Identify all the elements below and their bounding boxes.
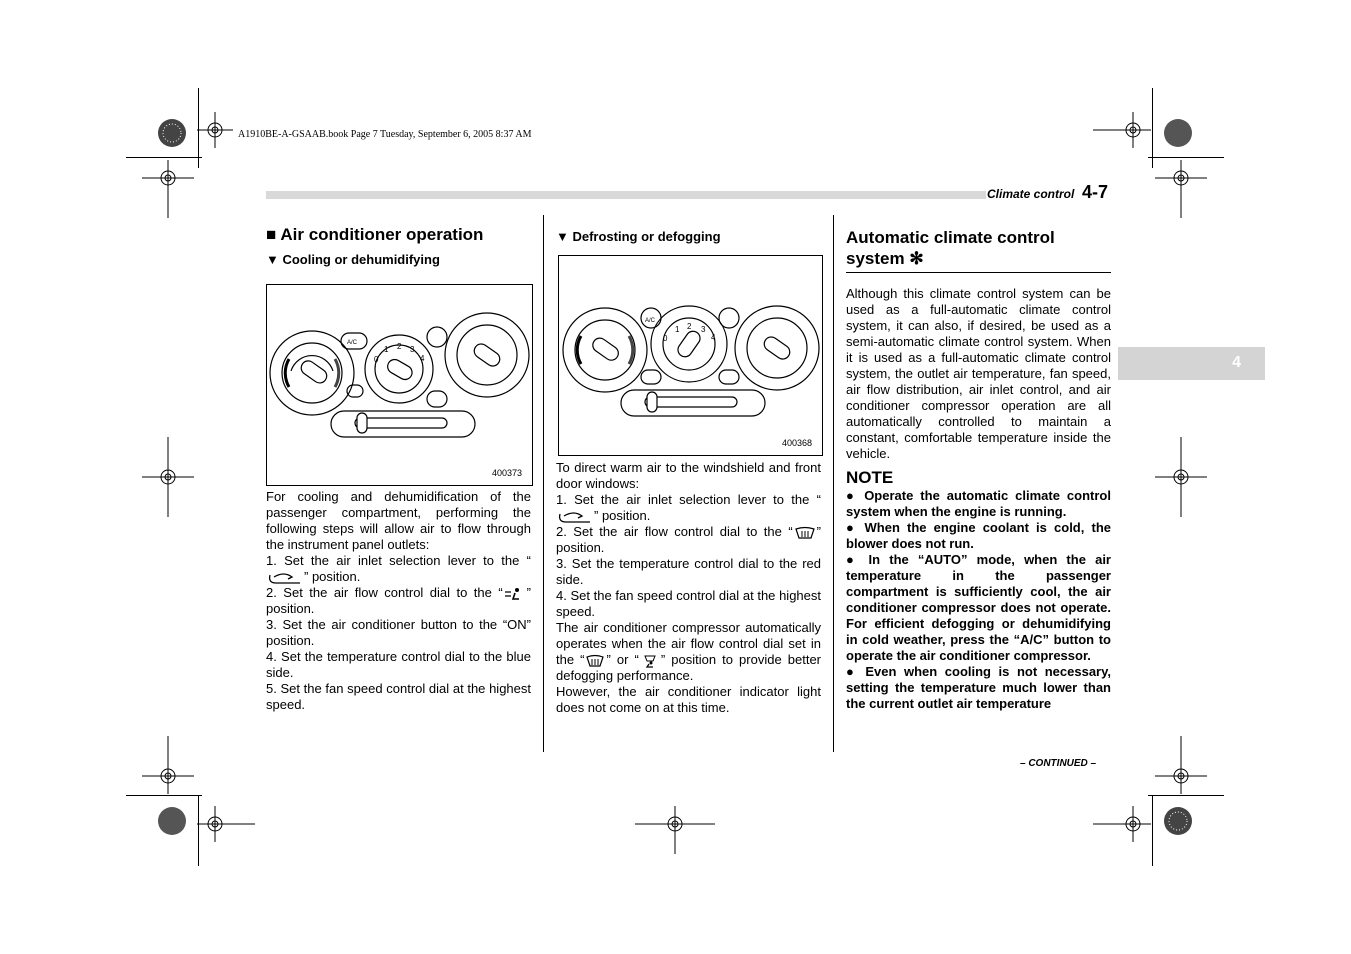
para-text: ” position to provide better defogging performance. — [556, 652, 822, 683]
middle-column — [556, 229, 821, 245]
step-text: 1. Set the air inlet selection lever to the “ — [556, 492, 821, 507]
header-bar — [266, 191, 986, 199]
fan-label-3: 3 — [410, 345, 415, 354]
step-1 — [556, 492, 821, 524]
compressor-note — [556, 620, 821, 684]
step-1 — [266, 553, 531, 585]
fan-label-4: 4 — [711, 333, 716, 342]
file-info: A1910BE-A-GSAAB.book Page 7 Tuesday, September 6, 2005 8:37 AM — [238, 129, 532, 140]
note-heading: NOTE — [846, 468, 894, 487]
step-text: ” position. — [304, 569, 361, 584]
vent-mode-icon — [503, 587, 527, 601]
subheading: ▼ Defrosting or defogging — [556, 229, 721, 244]
step-3: 3. Set the temperature control dial to the red side. — [556, 556, 821, 587]
page-number: 4-7 — [1082, 182, 1109, 202]
section-heading — [266, 227, 531, 243]
column-divider — [833, 215, 834, 752]
continued-label: – CONTINUED – — [1020, 758, 1097, 769]
left-body — [266, 489, 531, 713]
intro-text: To direct warm air to the windshield and front door windows: — [556, 460, 821, 491]
body-text: Although this climate control system can be used as a full-automatic climate control system, it can also, if desired, be used as a semi-automatic climate control system. When it is used as a full-automatic climate control system, the outlet air temperature, fan speed, air flow distribution, air inlet control, and air conditioner compressor operation are all automatically controlled to maintain a constant, comfortable temperature inside the vehicle. — [846, 286, 1111, 461]
fan-label-0: 0 — [374, 355, 379, 364]
right-column — [846, 227, 1111, 712]
step-4: 4. Set the fan speed control dial at the highest speed. — [556, 588, 821, 619]
intro-text: For cooling and dehumidification of the passenger compartment, performing the following steps will allow air to flow through the instrument panel outlets: — [266, 489, 531, 552]
fan-label-1: 1 — [384, 345, 389, 354]
note-item: ● Operate the automatic climate control system when the engine is running. — [846, 488, 1111, 519]
note-item: ● When the engine coolant is cold, the blower does not run. — [846, 520, 1111, 551]
recirculation-icon — [556, 510, 594, 524]
left-column — [266, 227, 531, 268]
heading-bullet: ■ — [266, 225, 277, 244]
figure-number: 400368 — [781, 438, 812, 448]
indicator-note: However, the air conditioner indicator light does not come on at this time. — [556, 684, 821, 715]
fan-label-2: 2 — [397, 342, 402, 351]
step-2 — [266, 585, 531, 617]
climate-panel-illustration — [559, 256, 822, 455]
ac-button-label: A/C — [645, 318, 656, 324]
column-divider — [543, 215, 544, 752]
figure-cooling-panel — [266, 284, 533, 486]
step-2 — [556, 524, 821, 556]
ac-button-label: A/C — [347, 340, 358, 346]
para-text: The air conditioner compressor automatically operates when the air flow control dial set in the “ — [556, 620, 821, 667]
figure-defrost-panel — [558, 255, 823, 456]
step-5: 5. Set the fan speed control dial at the highest speed. — [266, 681, 531, 712]
step-text: 2. Set the air flow control dial to the “ — [556, 524, 793, 539]
middle-body — [556, 460, 821, 716]
step-3: 3. Set the air conditioner button to the “ON” position. — [266, 617, 531, 648]
step-text: ” position. — [594, 508, 651, 523]
figure-number: 400373 — [491, 468, 522, 478]
fan-label-3: 3 — [701, 325, 706, 334]
step-4: 4. Set the temperature control dial to the blue side. — [266, 649, 531, 680]
note-item: ● Even when cooling is not necessary, setting the temperature much lower than the current outlet air temperature — [846, 664, 1111, 711]
fan-label-2: 2 — [687, 322, 692, 331]
optional-equipment-mark: ✻ — [909, 249, 924, 268]
subheading: ▼ Cooling or dehumidifying — [266, 252, 440, 267]
defrost-icon — [793, 526, 817, 540]
fan-label-0: 0 — [663, 334, 668, 343]
fan-label-1: 1 — [675, 325, 680, 334]
defrost-floor-icon — [639, 654, 661, 668]
defrost-icon — [584, 654, 606, 668]
chapter-tab — [1118, 347, 1265, 380]
climate-panel-illustration — [267, 285, 532, 485]
step-text: 1. Set the air inlet selection lever to the “ — [266, 553, 531, 568]
para-text: ” or “ — [606, 652, 639, 667]
heading-text: Air conditioner operation — [280, 225, 484, 244]
section-title: Climate control — [987, 187, 1075, 201]
note-item: ● In the “AUTO” mode, when the air temperature in the passenger compartment is sufficiently cool, the air conditioner compressor does not operate. For efficient defogging or dehumidifying in cold weather, press the “A/C” button to operate the air conditioner compressor. — [846, 552, 1111, 663]
recirculation-icon — [266, 571, 304, 585]
fan-label-4: 4 — [420, 354, 425, 363]
heading-text: Automatic climate control system — [846, 228, 1055, 268]
chapter-number: 4 — [1232, 354, 1241, 371]
section-heading — [846, 227, 1111, 273]
step-text: ” position. — [556, 524, 821, 555]
step-text: ” position. — [266, 585, 531, 616]
step-text: 2. Set the air flow control dial to the “ — [266, 585, 503, 600]
